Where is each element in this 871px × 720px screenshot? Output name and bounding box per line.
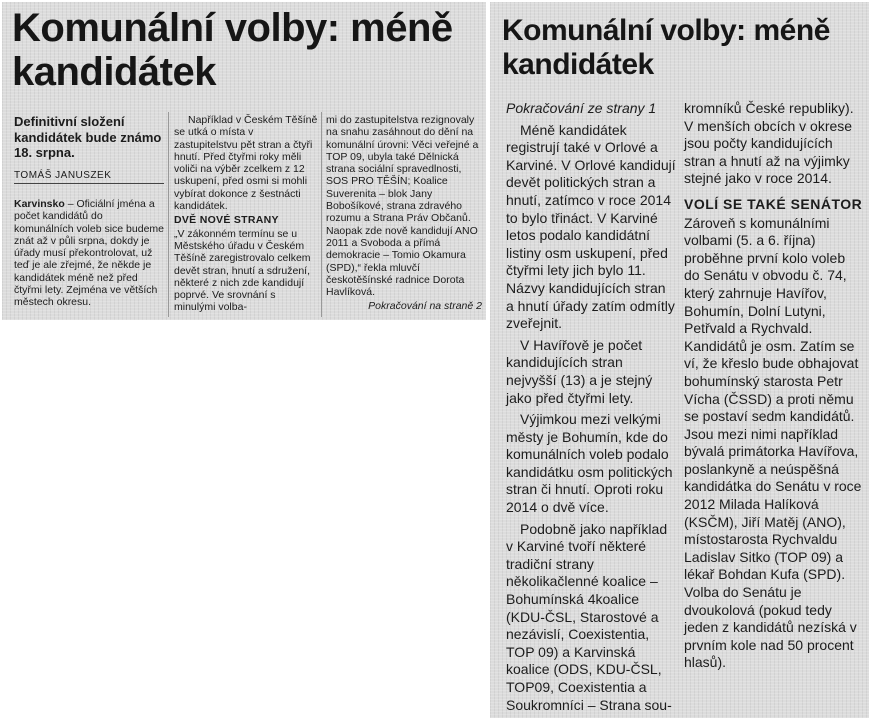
continuation-paragraph-4: Podobně jako například v Karviné tvoří některé tradiční strany několikačlenné koalice – Bohumínská 4koalice (KDU-ČSL, Starostové a nezávislí, Coexistentia, TOP 09) a Karvinská koalice (ODS, KDU-ČSL, TOP09, Coexistentia a Soukromníci – Strana sou-: [506, 520, 672, 713]
front-subheading: DVĚ NOVÉ STRANY: [174, 214, 279, 227]
senate-paragraph: Zároveň s komunálními volbami (5. a 6. října) proběhne první kolo voleb do Senátu v obvodu č. 74, který zahrnuje Havířov, Bohumín, Dolní Lutyni, Petřvald a Rychvald. Kandidátů je osm. Zatím se ví, že křeslo bude obhajovat bohumínský starosta Petr Vícha (ČSSD) a proti němu se postaví sedm kandidátů. Jsou mezi nimi například bývalá primátorka Havířova, poslankyně a neúspěšná kandidátka do Senátu v roce 2012 Milada Halíková (KSČM), Jiří Matěj (ANO), místostarosta Rychvaldu Ladislav Sitko (TOP 09) a lékař Bohdan Kufa (SPD). Volba do Senátu je dvoukolová (pokud tedy jeden z kandidátů nezíská v prvním kole nad 50 procent hlasů).: [684, 214, 862, 671]
front-column-2-paragraph-1: Například v Českém Těšíně se utká o místa v zastupitelstvu pět stran a čtyři hnutí. Před čtyřmi roky měli voliči na výběr zcelkem z 12 uskupení, před osmi si mohli vybírat dokonce z šestnácti kandidátek.: [174, 114, 318, 213]
front-column-1-text: – Oficiální jména a počet kandidátů do komunálních voleb sice budeme znát až v půli srpna, dokdy je úřady musí překontrolovat, už teď je ale zřejmé, že někde je kandidátek méně než před čtyřmi lety. Zejména ve větších městech okresu.: [14, 198, 165, 309]
column-divider: [168, 112, 169, 317]
newspaper-clipping-front: [2, 2, 486, 320]
continuation-column-2: [684, 100, 864, 672]
author-byline: TOMÁŠ JANUSZEK: [14, 170, 164, 184]
continuation-paragraph-1: Méně kandidátek registrují také v Orlové a Karviné. V Orlové kandidují devět politických stran a hnutí, zatímco v roce 2014 to bylo třináct. V Karviné letos podalo kandidátní listiny osm uskupení, před čtyřmi lety jich bylo 11. Názvy kandidujících stran a hnutí úřady zatím odmítly zveřejnit.: [506, 121, 676, 332]
front-column-3-paragraph: mi do zastupitelstva rezignovaly na snahu zasáhnout do dění na komunální úrovni: Věci veřejné a TOP 09, ubyla také Dělnická strana sociální spravedlnosti, SOS PRO TĚŠÍN; Koalice Suverenita – blok Jany Bobošíkové, strana zdravého rozumu a Strana Práv Občanů. Naopak zde nově kandidují ANO 2011 a Svoboda a přímá demokracie – Tomio Okamura (SPD),“ řekla mluvčí českotěšínské radnice Dorota Havlíková.: [326, 114, 479, 299]
continuation-headline: Komunální volby: méně kandidátek: [502, 14, 830, 81]
front-column-1: [14, 198, 164, 309]
front-headline: Komunální volby: méně kandidátek: [12, 6, 453, 94]
front-column-2: [174, 114, 319, 314]
continuation-column-1: [506, 100, 676, 714]
continuation-paragraph-5: kromníků České republiky). V menších obcích v okrese jsou počty kandidujících stran a hnutí až na výjimky stejné jako v roce 2014.: [684, 100, 854, 187]
continued-on-page-note: Pokračování na straně 2: [368, 300, 482, 313]
front-lead: Definitivní složení kandidátek bude známo 18. srpna.: [14, 114, 162, 160]
newspaper-clipping-continuation: [490, 2, 869, 718]
senate-subheading: VOLÍ SE TAKÉ SENÁTOR: [684, 195, 863, 212]
front-column-3: [326, 114, 482, 313]
dateline-place: Karvinsko: [14, 198, 65, 210]
column-divider: [321, 112, 322, 317]
continuation-paragraph-2: V Havířově je počet kandidujících stran nejvyšší (13) a je stejný jako před čtyřmi lety.: [506, 336, 653, 406]
front-column-2-paragraph-2: „V zákonném termínu se u Městského úřadu v Českém Těšíně zaregistrovalo celkem devět stran, hnutí a sdružení, některé z nich zde kandidují poprvé. Ve srovnání s minulými volba-: [174, 227, 311, 314]
continuation-paragraph-3: Výjimkou mezi velkými městy je Bohumín, kde do komunálních voleb podalo kandidátku osm politických stran či hnutí. Oproti roku 2014 o dvě více.: [506, 411, 673, 516]
continued-from-page-note: Pokračování ze strany 1: [506, 100, 657, 116]
